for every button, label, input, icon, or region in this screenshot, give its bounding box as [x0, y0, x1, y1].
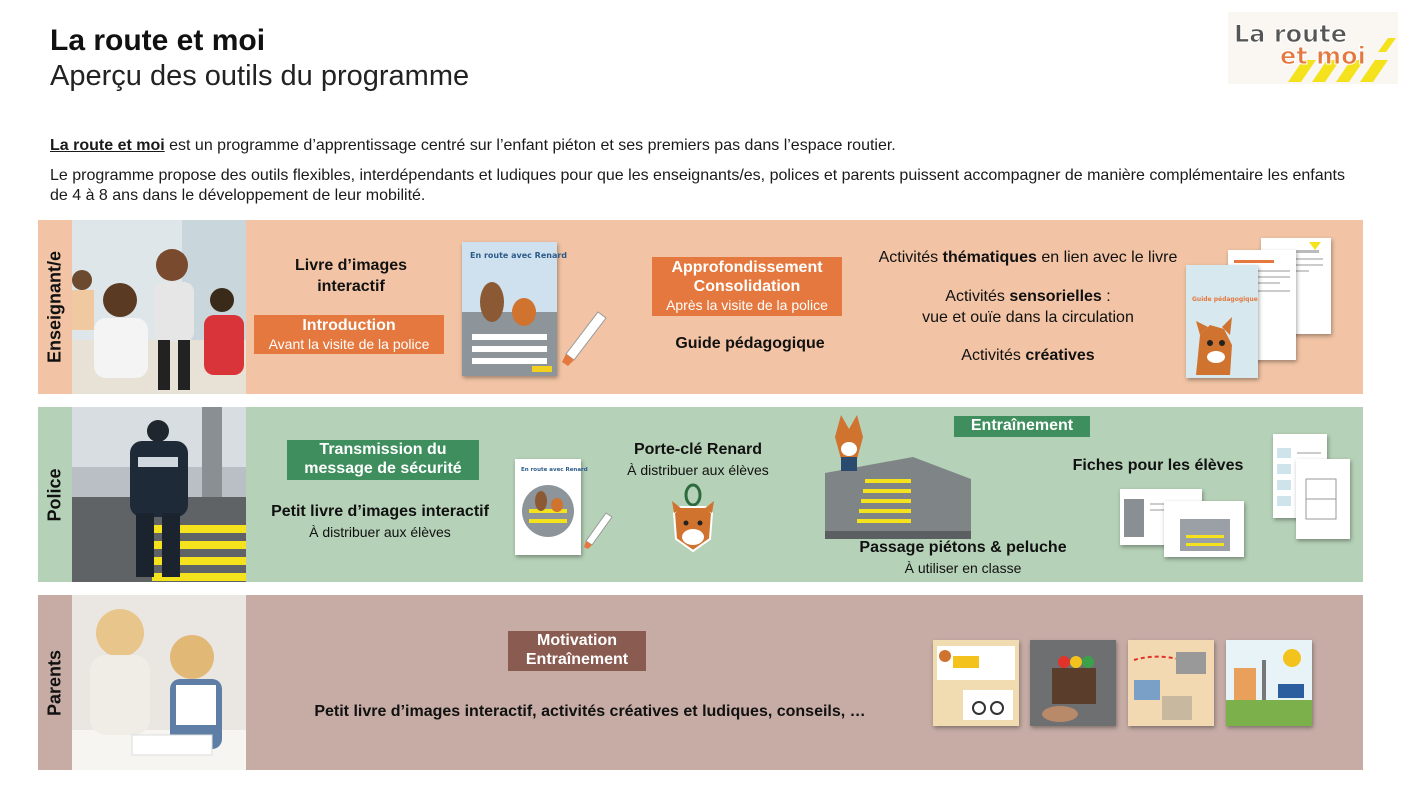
teacher-activity-sensory-post: :: [1101, 288, 1111, 305]
police-transmission-tag-line1: Transmission du: [319, 441, 447, 458]
teacher-activity-thematic-pre: Activités: [878, 249, 943, 266]
parents-mother-child-photo: [72, 595, 246, 770]
police-label-column: [38, 407, 72, 582]
teacher-activity-sensory-line2: vue et ouïe dans la circulation: [922, 309, 1134, 326]
teacher-depth-tag-line1: Approfondissement: [671, 259, 823, 276]
police-reading-pen-icon: [584, 511, 614, 556]
teacher-activity-thematic-post: en lien avec le livre: [1036, 249, 1178, 266]
logo-text-line1: La route: [1234, 20, 1348, 48]
teacher-activity-sensory-pre: Activités: [945, 288, 1010, 305]
police-crossing-sub: À utiliser en classe: [904, 560, 1022, 576]
teacher-reading-pen-icon: [560, 308, 610, 373]
police-crossing-title: Passage piétons & peluche: [859, 539, 1067, 556]
teacher-band: [38, 220, 1363, 394]
police-training-tag: Entraînement: [954, 416, 1090, 437]
police-sheets-title: Fiches pour les élèves: [1072, 457, 1244, 474]
teacher-intro-tag-label: Introduction: [302, 317, 396, 334]
teacher-label: Enseignant/e: [44, 250, 65, 364]
teacher-book-title: Livre d’images interactif: [294, 257, 408, 295]
teacher-guide-cover: [1186, 265, 1258, 378]
logo-text-line2: et moi: [1280, 42, 1366, 70]
parents-card-vehicles: [933, 640, 1019, 726]
parents-band: [38, 595, 1363, 770]
teacher-classroom-photo: [72, 220, 246, 394]
teacher-depth-tag-line2: Consolidation: [693, 278, 801, 295]
parents-label: Parents: [44, 649, 65, 716]
police-small-book-title: Petit livre d’images interactif: [271, 503, 489, 520]
page-subtitle: Aperçu des outils du programme: [50, 60, 470, 92]
teacher-book-cover-title: En route avec Renard: [470, 251, 568, 260]
parents-label-column: [38, 595, 72, 770]
intro-sentence-1: est un programme d’apprentissage centré sur l’enfant piéton et ses premiers pas dans l’espace routier.: [164, 137, 896, 154]
parents-traffic-light-craft: [1030, 640, 1116, 726]
parents-route-map-card: [1128, 640, 1214, 726]
fox-keychain-icon: [668, 483, 718, 560]
parents-description: Petit livre d’images interactif, activités créatives et ludiques, conseils, …: [314, 703, 866, 720]
police-book-cover: [515, 459, 588, 555]
police-keychain-sub: À distribuer aux élèves: [627, 462, 769, 478]
teacher-depth-tag: [652, 257, 842, 316]
police-keychain-title: Porte-clé Renard: [633, 441, 763, 458]
parents-tag-line2: Entraînement: [525, 651, 629, 668]
teacher-activity-thematic-bold: thématiques: [942, 249, 1037, 266]
teacher-intro-tag-sub: Avant la visite de la police: [268, 336, 430, 352]
parents-tag: [508, 631, 646, 671]
teacher-label-column: [38, 220, 72, 394]
teacher-book-cover: [462, 242, 568, 376]
teacher-depth-tag-sub: Après la visite de la police: [666, 297, 828, 313]
parents-street-scene-card: [1226, 640, 1312, 726]
police-book-cover-title: En route avec Renard: [521, 467, 588, 473]
crossing-mat-with-fox-plush: [823, 413, 973, 544]
page-title: La route et moi: [50, 24, 266, 57]
police-transmission-tag-line2: message de sécurité: [304, 460, 462, 477]
teacher-activity-thematic: [858, 247, 1198, 268]
police-sheet-b: [1296, 459, 1350, 539]
brand-logo: [1228, 12, 1398, 84]
police-transmission-tag: [287, 440, 479, 480]
teacher-activity-sensory-bold: sensorielles: [1009, 288, 1102, 305]
teacher-activity-sensory: [878, 286, 1178, 328]
intro-paragraph-1: [50, 137, 896, 155]
parents-tag-line1: Motivation: [537, 632, 617, 649]
intro-paragraph-2: Le programme propose des outils flexibles, interdépendants et ludiques pour que les enseignants/es, polices et parents puissent accompagner de manière complémentaire les enfants de 4 à 8 ans dans le développement de leur mobilité.: [50, 167, 1345, 204]
police-small-book-sub: À distribuer aux élèves: [309, 524, 451, 540]
teacher-activity-creative-bold: créatives: [1025, 347, 1095, 364]
police-label: Police: [44, 467, 65, 522]
teacher-activity-creative-pre: Activités: [961, 347, 1026, 364]
teacher-guide-cover-title: Guide pédagogique: [1192, 296, 1258, 303]
intro-brand: La route et moi: [50, 137, 165, 154]
teacher-intro-tag: [254, 315, 444, 354]
police-band: [38, 407, 1363, 582]
teacher-activity-creative: [918, 345, 1138, 366]
teacher-guide-label: Guide pédagogique: [675, 335, 825, 352]
police-officer-photo: [72, 407, 246, 582]
police-sheet-d: [1164, 501, 1244, 557]
